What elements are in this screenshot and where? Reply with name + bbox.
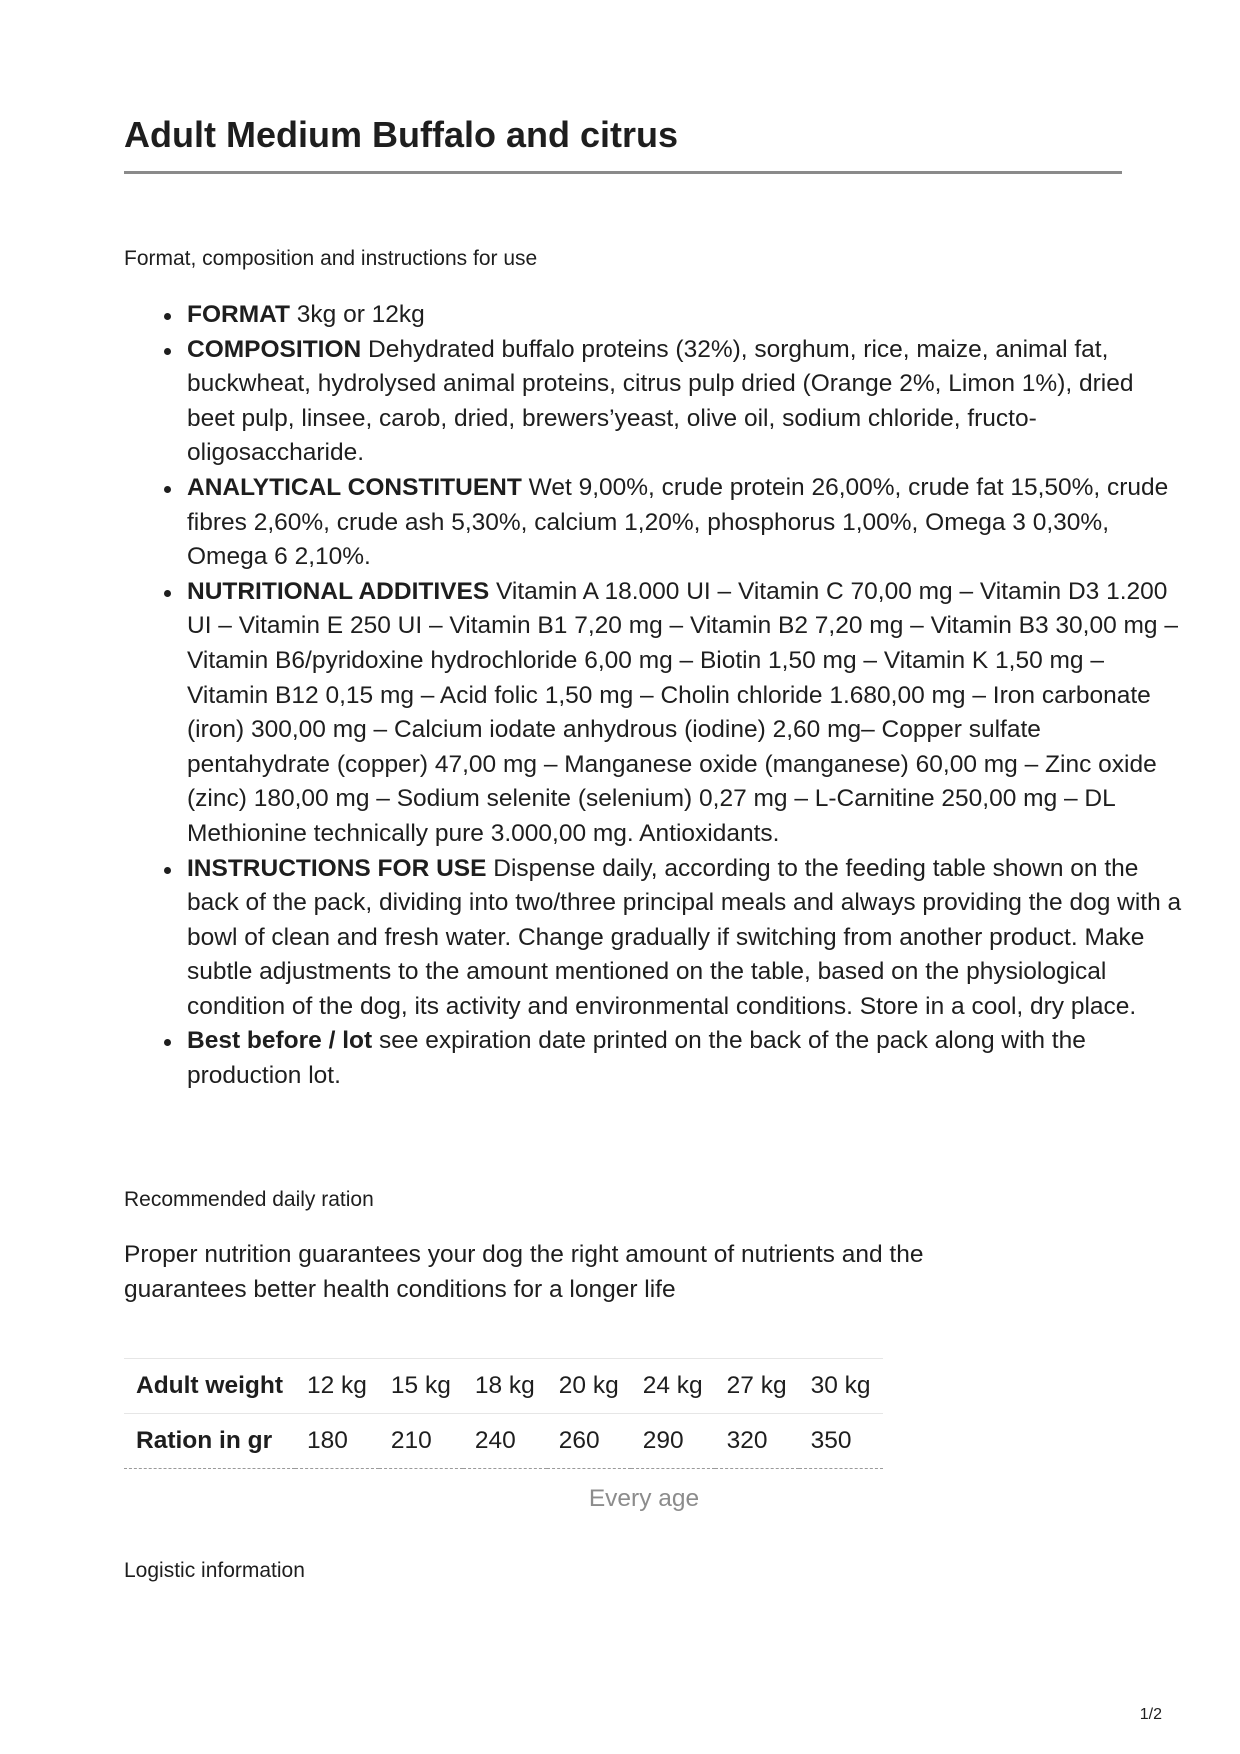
- table-row-ration: [124, 1414, 883, 1469]
- table-cell: 180: [295, 1414, 379, 1469]
- table-cell: 290: [631, 1414, 715, 1469]
- table-caption: Every age: [588, 1485, 700, 1512]
- list-item: [187, 471, 1187, 575]
- section-heading-logistic: Logistic information: [124, 1559, 305, 1582]
- item-label: COMPOSITION: [187, 335, 362, 363]
- title-divider: [124, 171, 1122, 174]
- product-details-list: [124, 298, 1187, 1094]
- table-cell: 210: [379, 1414, 463, 1469]
- section-heading-ration: Recommended daily ration: [124, 1188, 374, 1211]
- table-row-weight: [124, 1359, 883, 1414]
- list-item: [187, 298, 1187, 333]
- item-label: Best before / lot: [187, 1027, 373, 1055]
- item-text: see expiration date printed on the back of the pack along with the production lot.: [187, 1027, 1086, 1090]
- table-cell: 18 kg: [463, 1359, 547, 1414]
- section-heading-format: Format, composition and instructions for use: [124, 247, 538, 270]
- item-text: Wet 9,00%, crude protein 26,00%, crude fat 15,50%, crude fibres 2,60%, crude ash 5,30%, calcium 1,20%, phosphorus 1,00%, Omega 3 0,30%, Omega 6 2,10%.: [187, 473, 1169, 571]
- page-number: 1/2: [1139, 1706, 1162, 1723]
- item-text: Dispense daily, according to the feeding table shown on the back of the pack, dividing into two/three principal meals and always providing the dog with a bowl of clean and fresh water. Change gradually if switching from another product. Make subtle adjustments to the amount mentioned on the table, based on the physiological condition of the dog, its activity and environmental conditions. Store in a cool, dry place.: [187, 854, 1182, 1020]
- list-item: [187, 575, 1187, 852]
- table-cell: 350: [799, 1414, 883, 1469]
- table-cell: 27 kg: [715, 1359, 799, 1414]
- table-cell: 320: [715, 1414, 799, 1469]
- row-label: Ration in gr: [124, 1414, 295, 1469]
- ration-intro: Proper nutrition guarantees your dog the right amount of nutrients and the guarantees better health conditions for a longer life: [124, 1241, 924, 1303]
- table-cell: 20 kg: [547, 1359, 631, 1414]
- table-cell: 30 kg: [799, 1359, 883, 1414]
- item-label: ANALYTICAL CONSTITUENT: [187, 473, 522, 501]
- table-cell: 15 kg: [379, 1359, 463, 1414]
- row-label: Adult weight: [124, 1359, 295, 1414]
- item-label: NUTRITIONAL ADDITIVES: [187, 577, 490, 605]
- table-cell: 240: [463, 1414, 547, 1469]
- table-cell: 12 kg: [295, 1359, 379, 1414]
- item-text: Vitamin A 18.000 UI – Vitamin C 70,00 mg – Vitamin D3 1.200 UI – Vitamin E 250 UI – Vitamin B1 7,20 mg – Vitamin B2 7,20 mg – Vitamin B3 30,00 mg – Vitamin B6/pyridoxine hydrochloride 6,00 mg – Biotin 1,50 mg – Vitamin K 1,50 mg – Vitamin B12 0,15 mg – Acid folic 1,50 mg – Cholin chloride 1.680,00 mg – Iron carbonate (iron) 300,00 mg – Calcium iodate anhydrous (iodine) 2,60 mg– Copper sulfate pentahydrate (copper) 47,00 mg – Manganese oxide (manganese) 60,00 mg – Zinc oxide (zinc) 180,00 mg – Sodium selenite (selenium) 0,27 mg – L-Carnitine 250,00 mg – DL Methionine technically pure 3.000,00 mg. Antioxidants.: [187, 577, 1178, 847]
- table-cell: 260: [547, 1414, 631, 1469]
- ration-table: [124, 1358, 883, 1469]
- list-item: [187, 852, 1187, 1025]
- list-item: [187, 1024, 1187, 1093]
- item-text: Dehydrated buffalo proteins (32%), sorghum, rice, maize, animal fat, buckwheat, hydrolysed animal proteins, citrus pulp dried (Orange 2%, Limon 1%), dried beet pulp, linsee, carob, dried, brewers’yeast, olive oil, sodium chloride, fructo-oligosaccharide.: [187, 335, 1134, 467]
- list-item: [187, 333, 1187, 471]
- item-label: INSTRUCTIONS FOR USE: [187, 854, 487, 882]
- table-cell: 24 kg: [631, 1359, 715, 1414]
- page-title: Adult Medium Buffalo and citrus: [124, 114, 678, 155]
- item-text: 3kg or 12kg: [289, 301, 425, 328]
- item-label: FORMAT: [187, 301, 290, 328]
